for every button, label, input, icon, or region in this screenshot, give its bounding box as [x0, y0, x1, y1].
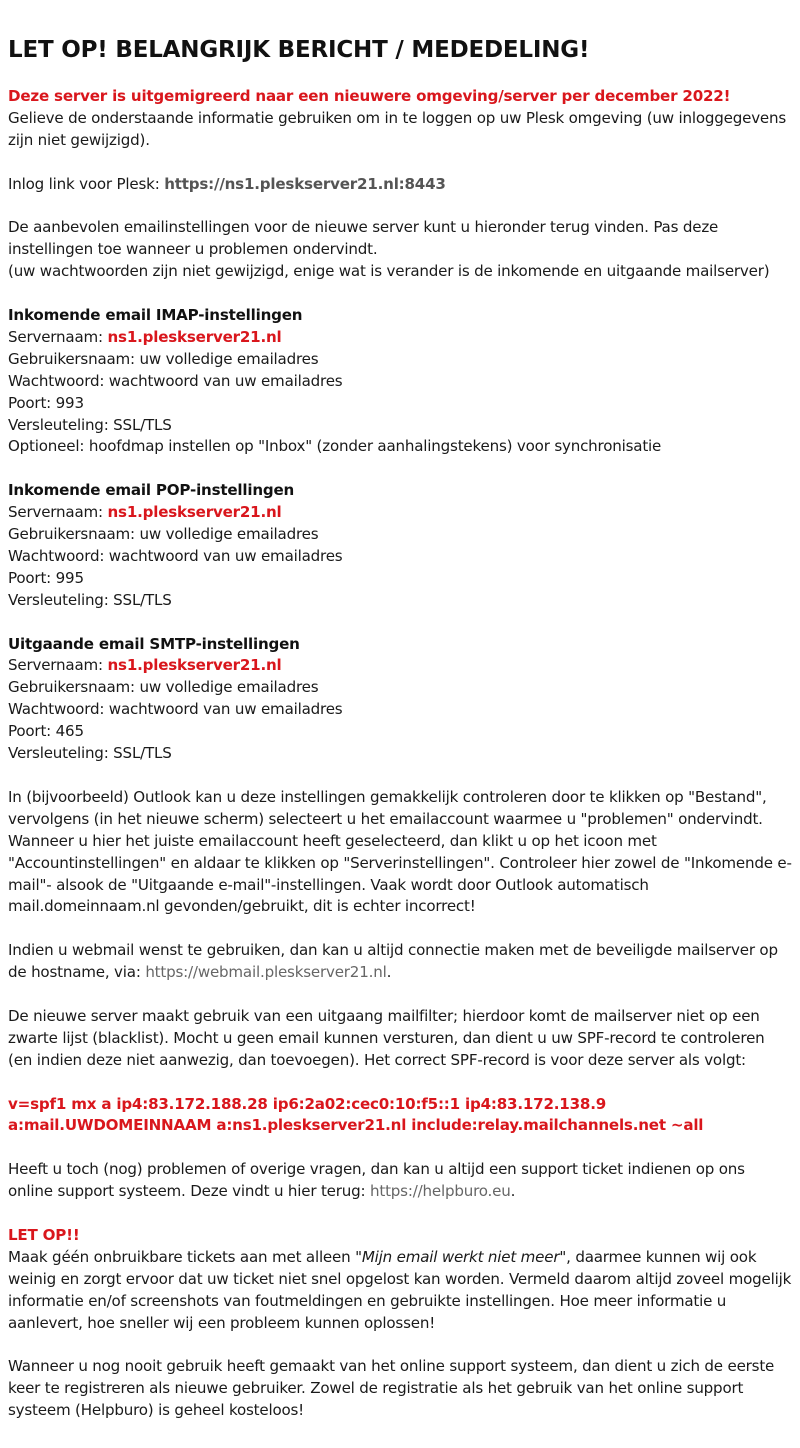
pop-server-value: ns1.pleskserver21.nl: [107, 503, 282, 522]
pop-password: Wachtwoord: wachtwoord van uw emailadres: [8, 546, 343, 565]
smtp-settings: [8, 634, 792, 765]
spf-record: v=spf1 mx a ip4:83.172.188.28 ip6:2a02:cec0:10:f5::1 ip4:83.172.138.9 a:mail.UWDOMEINNAAM a:ns1.pleskserver21.nl include:relay.mailchannels.net ~all: [8, 1094, 704, 1135]
spf-text: De nieuwe server maakt gebruik van een uitgaang mailfilter; hierdoor komt de mailserver niet op een zwarte lijst (blacklist). Mocht u geen email kunnen versturen, dan dient u uw SPF-record te controleren (en indien deze niet aanwezig, dan toevoegen). Het correct SPF-record is voor deze server als volgt:: [8, 1006, 765, 1069]
pop-encryption: Versleuteling: SSL/TLS: [8, 590, 172, 609]
imap-settings: [8, 305, 792, 458]
smtp-password: Wachtwoord: wachtwoord van uw emailadres: [8, 700, 343, 719]
recommend-section: [8, 217, 792, 283]
intro-section: [8, 86, 792, 152]
pop-server-label: Servernaam:: [8, 503, 108, 522]
support-text: Heeft u toch (nog) problemen of overige vragen, dan kan u altijd een support ticket indienen op ons online support systeem. Deze vindt u hier terug:: [8, 1160, 745, 1201]
recommend-note: (uw wachtwoorden zijn niet gewijzigd, enige wat is verander is de inkomende en uitgaande mailserver): [8, 262, 770, 281]
plesk-login-line: [8, 174, 792, 196]
support-section: [8, 1159, 792, 1203]
imap-port: Poort: 993: [8, 393, 84, 412]
webmail-text: Indien u webmail wenst te gebruiken, dan kan u altijd connectie maken met de beveiligde mailserver op de hostname, via:: [8, 941, 778, 982]
pop-heading: Inkomende email POP-instellingen: [8, 481, 295, 500]
plesk-login-link[interactable]: https://ns1.pleskserver21.nl:8443: [164, 174, 446, 193]
notice-body: [8, 86, 792, 1422]
smtp-username: Gebruikersnaam: uw volledige emailadres: [8, 678, 319, 697]
imap-heading: Inkomende email IMAP-instellingen: [8, 306, 303, 325]
imap-username: Gebruikersnaam: uw volledige emailadres: [8, 349, 319, 368]
warning-quote: Mijn email werkt niet meer: [361, 1247, 560, 1266]
page-title: LET OP! BELANGRIJK BERICHT / MEDEDELING!: [8, 37, 590, 63]
plesk-login-label: Inlog link voor Plesk:: [8, 174, 165, 193]
imap-server-value: ns1.pleskserver21.nl: [107, 327, 282, 346]
pop-settings: [8, 480, 792, 611]
smtp-port: Poort: 465: [8, 722, 84, 741]
warning-heading: LET OP!!: [8, 1225, 80, 1244]
pop-port: Poort: 995: [8, 568, 84, 587]
imap-password: Wachtwoord: wachtwoord van uw emailadres: [8, 371, 343, 390]
webmail-suffix: .: [386, 963, 392, 982]
intro-text: Gelieve de onderstaande informatie gebruiken om in te loggen op uw Plesk omgeving (uw inloggegevens zijn niet gewijzigd).: [8, 108, 787, 149]
smtp-encryption: Versleuteling: SSL/TLS: [8, 744, 172, 763]
register-text: Wanneer u nog nooit gebruik heeft gemaakt van het online support systeem, dan dient u zich de eerste keer te registreren als nieuwe gebruiker. Zowel de registratie als het gebruik van het online support systeem (Helpburo) is geheel kosteloos!: [8, 1357, 775, 1420]
smtp-server-label: Servernaam:: [8, 656, 108, 675]
pop-username: Gebruikersnaam: uw volledige emailadres: [8, 525, 319, 544]
warning-section: [8, 1225, 792, 1335]
smtp-server-value: ns1.pleskserver21.nl: [107, 656, 282, 675]
webmail-section: [8, 940, 792, 984]
support-suffix: .: [510, 1182, 516, 1201]
outlook-instructions: In (bijvoorbeeld) Outlook kan u deze instellingen gemakkelijk controleren door te klikken op "Bestand", vervolgens (in het nieuwe scherm) selecteert u het emailaccount waarmee u "problemen" ondervindt. Wanneer u hier het juiste emailaccount heeft geselecteerd, dan klikt u op het icoon met "Accountinstellingen" en aldaar te klikken op "Serverinstellingen". Controleer hier zowel de "Inkomende e-mail"- alsook de "Uitgaande e-mail"-instellingen. Vaak wordt door Outlook automatisch mail.domeinnaam.nl gevonden/gebruikt, dit is echter incorrect!: [8, 787, 792, 916]
imap-optional: Optioneel: hoofdmap instellen op "Inbox" (zonder aanhalingstekens) voor synchronisatie: [8, 437, 662, 456]
support-link[interactable]: https://helpburo.eu: [370, 1182, 511, 1201]
imap-encryption: Versleuteling: SSL/TLS: [8, 415, 172, 434]
recommend-text: De aanbevolen emailinstellingen voor de nieuwe server kunt u hieronder terug vinden. Pas deze instellingen toe wanneer u problemen ondervindt.: [8, 218, 719, 259]
imap-server-label: Servernaam:: [8, 327, 108, 346]
migration-alert: Deze server is uitgemigreerd naar een nieuwere omgeving/server per december 2022!: [8, 87, 731, 105]
warning-text-before: Maak géén onbruikbare tickets aan met alleen ": [8, 1247, 362, 1266]
warning-text-after: ", daarmee kunnen wij ook weinig en zorgt ervoor dat uw ticket niet snel opgelost kan worden. Vermeld daarom altijd zoveel mogelijk informatie en/of screenshots van foutmeldingen en gebruikte instellingen. Hoe meer informatie u aanlevert, hoe sneller wij een probleem kunnen oplossen!: [8, 1247, 792, 1332]
webmail-link[interactable]: https://webmail.pleskserver21.nl: [145, 963, 387, 982]
smtp-heading: Uitgaande email SMTP-instellingen: [8, 634, 300, 653]
